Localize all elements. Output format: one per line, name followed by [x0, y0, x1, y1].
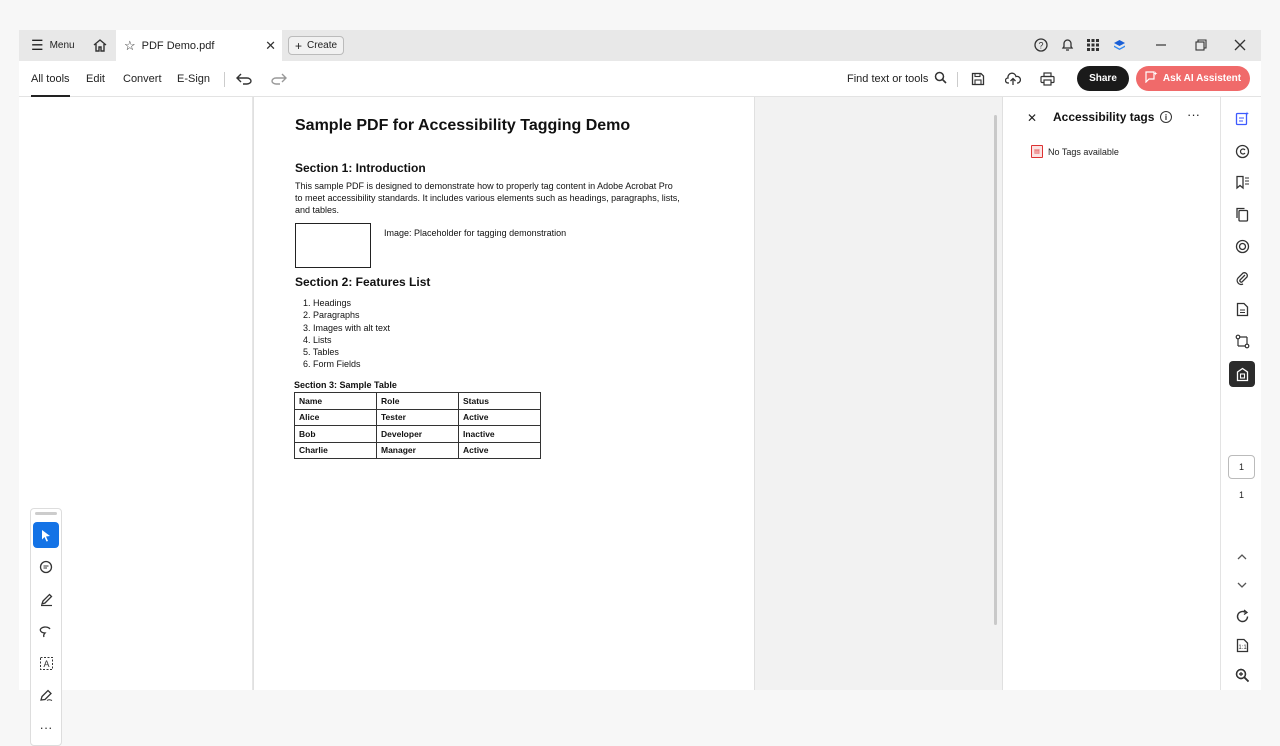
main-toolbar: [19, 61, 1261, 97]
table-cell: Active: [459, 409, 541, 426]
ai-assistant-button[interactable]: [1136, 66, 1250, 91]
ai-button-label: Ask AI Assistent: [1162, 73, 1242, 84]
hamburger-icon: ☰: [31, 37, 44, 53]
accessibility-tags-panel: [1003, 97, 1221, 690]
image-placeholder: [295, 223, 371, 268]
accessibility-tags-icon[interactable]: [1229, 361, 1255, 387]
table-cell: Charlie: [295, 442, 377, 459]
layers-target-icon[interactable]: [1231, 235, 1253, 257]
tags-tree-empty[interactable]: [1031, 145, 1119, 158]
pdf-file-icon: ▤: [1031, 145, 1043, 158]
comments-icon[interactable]: [1231, 140, 1253, 162]
vertical-scrollbar[interactable]: [994, 115, 997, 625]
bookmarks-icon[interactable]: [1231, 171, 1253, 193]
left-pane: [19, 97, 253, 735]
list-item: 5. Tables: [303, 347, 339, 358]
minimize-icon[interactable]: [1153, 37, 1169, 53]
print-icon[interactable]: [1040, 61, 1055, 97]
features-list: [303, 297, 390, 371]
zoom-out-icon[interactable]: [1231, 664, 1253, 686]
sign-pen-icon[interactable]: [33, 682, 59, 708]
info-icon[interactable]: i: [1160, 111, 1172, 123]
restore-icon[interactable]: [1193, 37, 1209, 53]
current-page-input[interactable]: 1: [1228, 455, 1255, 479]
document-title: Sample PDF for Accessibility Tagging Demo: [295, 117, 631, 134]
page-thumbnails-icon[interactable]: [1231, 203, 1253, 225]
section-1-heading: Section 1: Introduction: [295, 161, 426, 175]
image-caption: Image: Placeholder for tagging demonstration: [384, 228, 567, 238]
table-cell: Inactive: [459, 426, 541, 443]
table-header-cell: Role: [377, 393, 459, 410]
menu-button[interactable]: [31, 30, 75, 61]
list-item: 3. Images with alt text: [303, 322, 391, 333]
apps-grid-icon[interactable]: [1085, 37, 1101, 53]
chevron-down-icon[interactable]: [1231, 574, 1253, 596]
more-options-icon[interactable]: ···: [1187, 107, 1200, 122]
table-cell: Developer: [377, 426, 459, 443]
document-viewer[interactable]: [253, 97, 1002, 690]
close-window-icon[interactable]: [1232, 37, 1248, 53]
ai-summary-icon[interactable]: [1231, 107, 1253, 129]
table-row: [295, 426, 541, 443]
section-2-heading: Section 2: Features List: [295, 275, 431, 289]
tab-edit[interactable]: Edit: [86, 73, 105, 85]
list-item: 6. Form Fields: [303, 359, 361, 370]
tab-e-sign[interactable]: E-Sign: [177, 73, 211, 85]
table-row: [295, 409, 541, 426]
close-panel-icon[interactable]: ✕: [1027, 111, 1038, 125]
list-item: 1. Headings: [303, 298, 352, 308]
document-tab[interactable]: [116, 30, 282, 61]
create-button[interactable]: [288, 36, 344, 55]
toolbar-divider: [957, 72, 958, 87]
home-icon[interactable]: [91, 30, 109, 61]
right-tool-rail: [1221, 97, 1261, 690]
table-cell: Bob: [295, 426, 377, 443]
palette-drag-handle[interactable]: [35, 512, 57, 515]
list-item: 4. Lists: [303, 334, 332, 345]
total-pages: 1: [1238, 490, 1244, 500]
find-text-or-tools[interactable]: [847, 61, 947, 97]
section-1-text-line-2: to meet accessibility standards. It includes various elements such as headings, paragraphs, lists,: [295, 193, 680, 203]
table-header-cell: Name: [295, 393, 377, 410]
text-box-icon[interactable]: [33, 650, 59, 676]
chevron-up-icon[interactable]: [1231, 546, 1253, 568]
share-button[interactable]: Share: [1077, 66, 1129, 91]
help-icon[interactable]: [1033, 37, 1049, 53]
bell-icon[interactable]: [1059, 37, 1075, 53]
search-icon: [934, 71, 947, 87]
svg-text:?: ?: [1038, 40, 1044, 51]
table-header-cell: Status: [459, 393, 541, 410]
more-tools-icon[interactable]: ···: [39, 719, 53, 735]
redo-icon[interactable]: [271, 61, 287, 97]
acrobat-window: [19, 30, 1261, 735]
cloud-sync-icon[interactable]: [1111, 37, 1127, 53]
section-3-heading: Section 3: Sample Table: [294, 380, 397, 390]
tab-title: PDF Demo.pdf: [141, 39, 215, 52]
sample-table: [294, 392, 541, 459]
plus-icon: +: [295, 38, 303, 53]
page-display-icon[interactable]: [1231, 634, 1253, 656]
close-tab-icon[interactable]: ✕: [265, 37, 276, 53]
list-item: 2. Paragraphs: [303, 310, 360, 321]
table-row: [295, 442, 541, 459]
title-bar: [19, 30, 1261, 61]
section-1-text-line-1: This sample PDF is designed to demonstrate how to properly tag content in Adobe Acrobat Pro: [295, 181, 673, 191]
no-tags-label: No Tags available: [1048, 146, 1119, 157]
attachments-icon[interactable]: [1231, 267, 1253, 289]
quick-tools-palette: [30, 508, 62, 746]
table-cell: Manager: [377, 442, 459, 459]
tab-all-tools[interactable]: All tools: [31, 61, 70, 97]
table-header-row: [295, 393, 541, 410]
star-icon[interactable]: ☆: [124, 37, 136, 53]
ai-chat-icon: [1145, 71, 1158, 86]
svg-text:1:1: 1:1: [1237, 644, 1247, 651]
select-cursor-icon[interactable]: [33, 522, 59, 548]
pdf-page: [253, 97, 755, 690]
undo-icon[interactable]: [236, 61, 252, 97]
panel-title: Accessibility tags: [1053, 110, 1155, 124]
rotate-icon[interactable]: [1231, 605, 1253, 627]
table-cell: Active: [459, 442, 541, 459]
save-icon[interactable]: [971, 61, 985, 97]
tab-convert[interactable]: Convert: [123, 73, 162, 85]
table-cell: Alice: [295, 409, 377, 426]
highlight-pen-icon[interactable]: [33, 586, 59, 612]
section-1-text-line-3: and tables.: [295, 205, 340, 215]
create-label: Create: [307, 40, 338, 51]
find-label: Find text or tools: [847, 73, 929, 85]
compare-icon[interactable]: [1231, 330, 1253, 352]
add-comment-icon[interactable]: [33, 554, 59, 580]
upload-cloud-icon[interactable]: [1005, 61, 1021, 97]
menu-label: Menu: [49, 40, 75, 51]
document-properties-icon[interactable]: [1231, 298, 1253, 320]
svg-text:A: A: [42, 658, 50, 669]
table-cell: Tester: [377, 409, 459, 426]
lasso-draw-icon[interactable]: [33, 618, 59, 644]
toolbar-divider: [224, 72, 225, 87]
